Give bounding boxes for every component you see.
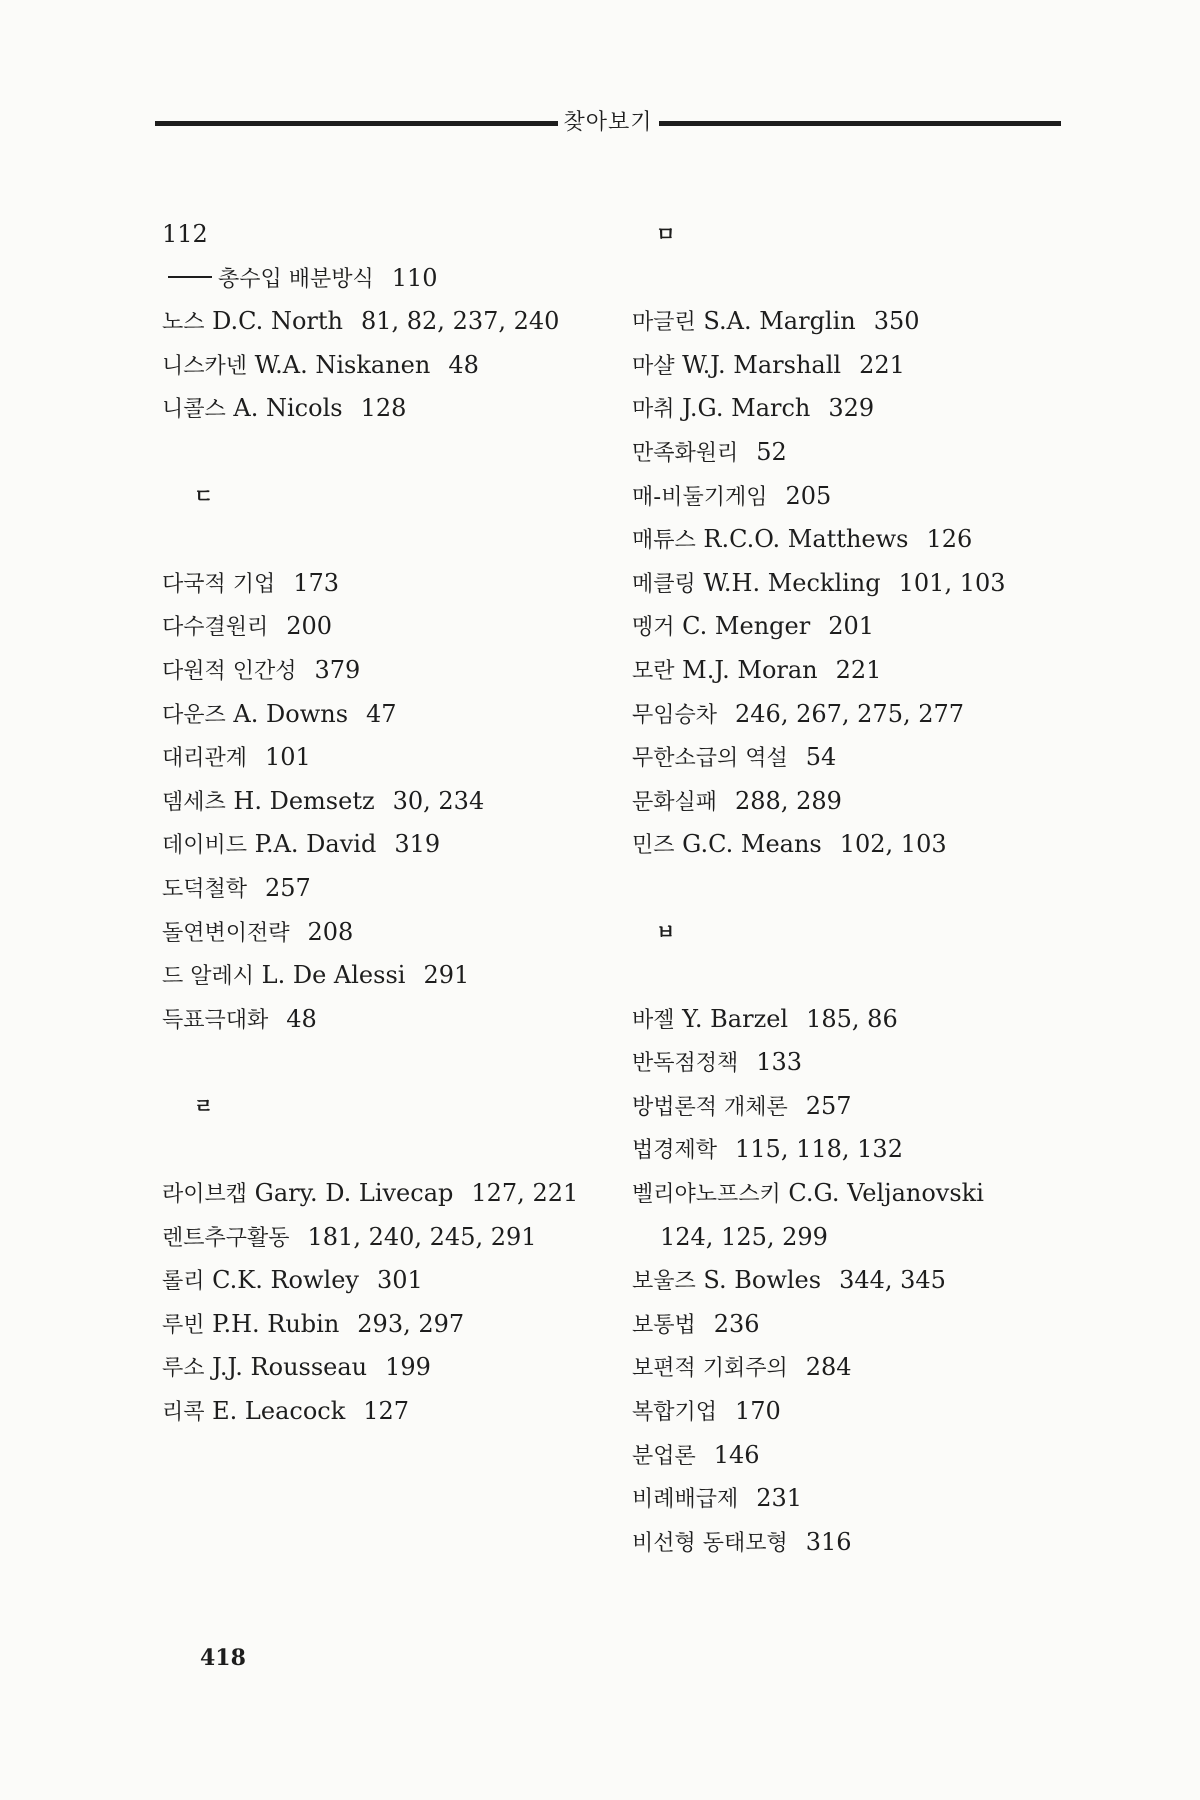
index-entry bbox=[162, 649, 602, 693]
index-term: 보편적 기회주의 bbox=[632, 1356, 788, 1382]
index-pages: 231 bbox=[756, 1484, 803, 1513]
index-term: 매튜스 bbox=[632, 528, 696, 554]
index-pages: 102, 103 bbox=[839, 830, 947, 859]
blank-line bbox=[162, 1041, 602, 1085]
index-entry bbox=[162, 867, 602, 911]
index-term: 노스 bbox=[162, 310, 205, 336]
index-pages: 54 bbox=[805, 743, 837, 772]
index-entry bbox=[162, 1346, 602, 1390]
index-term: 데이비드 bbox=[162, 833, 248, 859]
index-term: 대리관계 bbox=[162, 746, 248, 772]
index-pages: 47 bbox=[366, 699, 397, 728]
header-title: 찾아보기 bbox=[563, 110, 653, 135]
index-pages: 257 bbox=[265, 873, 311, 902]
index-pages: 81, 82, 237, 240 bbox=[360, 307, 560, 336]
index-term: 매-비둘기게임 bbox=[632, 484, 768, 510]
index-pages: 221 bbox=[859, 350, 905, 379]
index-pages: 127 bbox=[363, 1397, 410, 1426]
blank-line bbox=[162, 431, 602, 475]
index-name: C.G. Veljanovski bbox=[788, 1179, 984, 1208]
index-pages: 350 bbox=[873, 307, 920, 336]
index-name: S. Bowles bbox=[703, 1266, 822, 1295]
index-entry bbox=[162, 1172, 602, 1216]
index-entry bbox=[632, 562, 1072, 606]
index-entry bbox=[162, 344, 602, 388]
section-heading: ㄷ bbox=[194, 483, 214, 508]
index-pages: 293, 297 bbox=[357, 1309, 465, 1338]
index-name: A. Downs bbox=[233, 699, 349, 728]
index-pages: 52 bbox=[756, 437, 787, 466]
em-dash bbox=[168, 276, 212, 278]
index-entry bbox=[632, 387, 1072, 431]
index-entry bbox=[632, 649, 1072, 693]
index-entry bbox=[162, 1216, 602, 1260]
index-term: 모란 bbox=[632, 658, 675, 684]
index-term: 돌연변이전략 bbox=[162, 920, 290, 946]
index-term: 비선형 동태모형 bbox=[632, 1530, 788, 1556]
index-entry bbox=[632, 605, 1072, 649]
index-pages: 246, 267, 275, 277 bbox=[735, 699, 965, 728]
index-pages: 205 bbox=[785, 481, 832, 510]
index-entry bbox=[632, 1521, 1072, 1565]
index-term: 무한소급의 역설 bbox=[632, 746, 788, 772]
index-term: 비례배급제 bbox=[632, 1487, 739, 1513]
index-name: G.C. Means bbox=[682, 830, 822, 859]
index-entry bbox=[162, 823, 602, 867]
index-pages: 288, 289 bbox=[735, 786, 842, 815]
index-pages: 291 bbox=[423, 961, 470, 990]
index-entry bbox=[632, 1303, 1072, 1347]
index-name: C. Menger bbox=[682, 612, 811, 641]
index-entry bbox=[162, 954, 602, 998]
index-term: 라이브캡 bbox=[162, 1182, 248, 1208]
index-entry bbox=[162, 387, 602, 431]
index-subentry bbox=[162, 257, 602, 301]
index-pages: 329 bbox=[828, 394, 875, 423]
index-name: R.C.O. Matthews bbox=[703, 525, 909, 554]
index-entry bbox=[632, 475, 1072, 519]
index-entry bbox=[162, 911, 602, 955]
index-name: M.J. Moran bbox=[682, 655, 818, 684]
index-name: J.G. March bbox=[682, 394, 811, 423]
index-entry bbox=[632, 431, 1072, 475]
index-term: 뎀세츠 bbox=[162, 789, 226, 815]
index-continuation: 112 bbox=[162, 220, 208, 248]
index-name: L. De Alessi bbox=[261, 961, 406, 990]
index-entry bbox=[632, 1128, 1072, 1172]
index-pages: 128 bbox=[360, 394, 407, 423]
index-entry bbox=[162, 1390, 602, 1434]
index-term: 마샬 bbox=[632, 353, 675, 379]
running-header bbox=[155, 108, 1061, 138]
index-entry bbox=[632, 1477, 1072, 1521]
index-term: 분업론 bbox=[632, 1443, 696, 1469]
index-term: 방법론적 개체론 bbox=[632, 1094, 788, 1120]
index-term: 루소 bbox=[162, 1356, 205, 1382]
index-column-left bbox=[162, 213, 602, 1434]
index-entry bbox=[632, 518, 1072, 562]
index-entry bbox=[632, 1259, 1072, 1303]
index-pages: 236 bbox=[713, 1309, 760, 1338]
index-entry bbox=[632, 780, 1072, 824]
index-name: Y. Barzel bbox=[682, 1004, 789, 1033]
index-pages: 199 bbox=[385, 1353, 431, 1382]
index-name: C.K. Rowley bbox=[212, 1266, 359, 1295]
index-entry bbox=[162, 693, 602, 737]
index-term: 니콜스 bbox=[162, 397, 226, 423]
index-entry bbox=[632, 1085, 1072, 1129]
index-name: D.C. North bbox=[212, 307, 343, 336]
index-pages: 201 bbox=[828, 612, 875, 641]
index-entry bbox=[632, 693, 1072, 737]
blank-line bbox=[632, 954, 1072, 998]
index-entry bbox=[162, 1259, 602, 1303]
header-rule-left bbox=[155, 121, 558, 126]
index-term: 루빈 bbox=[162, 1312, 205, 1338]
index-term: 리콕 bbox=[162, 1400, 205, 1426]
index-term: 벨리야노프스키 bbox=[632, 1182, 781, 1208]
index-term: 렌트추구활동 bbox=[162, 1225, 290, 1251]
header-rule-right bbox=[659, 121, 1062, 126]
index-pages: 319 bbox=[394, 830, 441, 859]
index-pages: 284 bbox=[805, 1353, 852, 1382]
index-pages: 200 bbox=[286, 612, 333, 641]
index-column-right bbox=[632, 213, 1072, 1564]
index-term: 니스카넨 bbox=[162, 353, 248, 379]
index-pages: 133 bbox=[756, 1048, 803, 1077]
index-entry bbox=[632, 300, 1072, 344]
index-term: 법경제학 bbox=[632, 1138, 718, 1164]
index-name: P.H. Rubin bbox=[212, 1309, 340, 1338]
index-name: W.A. Niskanen bbox=[254, 350, 431, 379]
index-entry bbox=[632, 1346, 1072, 1390]
index-name: W.J. Marshall bbox=[682, 350, 842, 379]
index-name: E. Leacock bbox=[212, 1397, 346, 1426]
index-pages: 173 bbox=[293, 568, 340, 597]
page-number: 418 bbox=[200, 1645, 246, 1671]
index-term: 총수입 배분방식 bbox=[218, 266, 374, 292]
index-term: 무임승차 bbox=[632, 702, 718, 728]
index-entry bbox=[162, 562, 602, 606]
index-term: 만족화원리 bbox=[632, 440, 739, 466]
index-name: W.H. Meckling bbox=[703, 568, 881, 597]
index-pages: 316 bbox=[805, 1527, 852, 1556]
index-term: 다국적 기업 bbox=[162, 571, 276, 597]
index-term: 마취 bbox=[632, 397, 675, 423]
blank-line bbox=[162, 1128, 602, 1172]
index-pages: 221 bbox=[835, 655, 882, 684]
section-heading: ㅁ bbox=[656, 222, 676, 246]
index-entry bbox=[632, 736, 1072, 780]
index-continuation: 124, 125, 299 bbox=[660, 1222, 828, 1251]
index-entry bbox=[632, 998, 1072, 1042]
index-entry bbox=[162, 780, 602, 824]
index-term: 다운즈 bbox=[162, 702, 226, 728]
index-name: Gary. D. Livecap bbox=[254, 1179, 454, 1208]
index-pages: 127, 221 bbox=[471, 1179, 579, 1208]
index-pages: 48 bbox=[286, 1004, 317, 1033]
index-pages: 146 bbox=[713, 1440, 760, 1469]
index-pages: 110 bbox=[391, 263, 438, 292]
index-entry bbox=[632, 1172, 1072, 1216]
index-term: 롤리 bbox=[162, 1269, 205, 1295]
index-pages: 257 bbox=[805, 1091, 852, 1120]
blank-line bbox=[162, 518, 602, 562]
index-entry bbox=[632, 1434, 1072, 1478]
index-pages: 208 bbox=[307, 917, 354, 946]
index-term: 반독점정책 bbox=[632, 1051, 739, 1077]
index-pages: 344, 345 bbox=[839, 1266, 946, 1295]
index-pages: 48 bbox=[448, 350, 479, 379]
index-term: 득표극대화 bbox=[162, 1007, 269, 1033]
index-pages: 115, 118, 132 bbox=[735, 1135, 903, 1164]
blank-line bbox=[632, 257, 1072, 301]
index-name: A. Nicols bbox=[233, 394, 343, 423]
index-term: 복합기업 bbox=[632, 1400, 718, 1426]
index-entry bbox=[632, 1390, 1072, 1434]
section-heading: ㅂ bbox=[656, 919, 676, 944]
index-entry bbox=[632, 1041, 1072, 1085]
blank-line bbox=[632, 867, 1072, 911]
index-entry bbox=[162, 605, 602, 649]
index-pages: 126 bbox=[926, 525, 973, 554]
index-term: 다수결원리 bbox=[162, 615, 269, 641]
index-pages: 101, 103 bbox=[898, 568, 1006, 597]
index-pages: 185, 86 bbox=[806, 1004, 898, 1033]
index-entry bbox=[162, 1303, 602, 1347]
index-pages: 379 bbox=[314, 655, 361, 684]
index-pages: 181, 240, 245, 291 bbox=[307, 1222, 537, 1251]
index-term: 보울즈 bbox=[632, 1269, 696, 1295]
index-pages: 101 bbox=[265, 743, 311, 772]
index-term: 드 알레시 bbox=[162, 964, 255, 990]
index-entry bbox=[162, 736, 602, 780]
index-entry bbox=[632, 823, 1072, 867]
index-name: P.A. David bbox=[254, 830, 377, 859]
index-name: J.J. Rousseau bbox=[212, 1353, 368, 1382]
index-pages: 301 bbox=[376, 1266, 423, 1295]
index-term: 도덕철학 bbox=[162, 876, 248, 902]
index-term: 민즈 bbox=[632, 833, 675, 859]
index-pages: 30, 234 bbox=[392, 786, 485, 815]
index-term: 다원적 인간성 bbox=[162, 658, 297, 684]
index-name: H. Demsetz bbox=[233, 786, 375, 815]
index-term: 메클링 bbox=[632, 571, 696, 597]
index-term: 문화실패 bbox=[632, 789, 718, 815]
index-pages: 170 bbox=[735, 1397, 781, 1426]
index-term: 보통법 bbox=[632, 1312, 696, 1338]
index-term: 바젤 bbox=[632, 1007, 675, 1033]
index-term: 마글린 bbox=[632, 310, 696, 336]
index-term: 멩거 bbox=[632, 615, 675, 641]
index-entry bbox=[632, 344, 1072, 388]
section-heading: ㄹ bbox=[194, 1093, 214, 1118]
index-entry bbox=[162, 300, 602, 344]
index-entry bbox=[162, 998, 602, 1042]
index-name: S.A. Marglin bbox=[703, 307, 856, 336]
